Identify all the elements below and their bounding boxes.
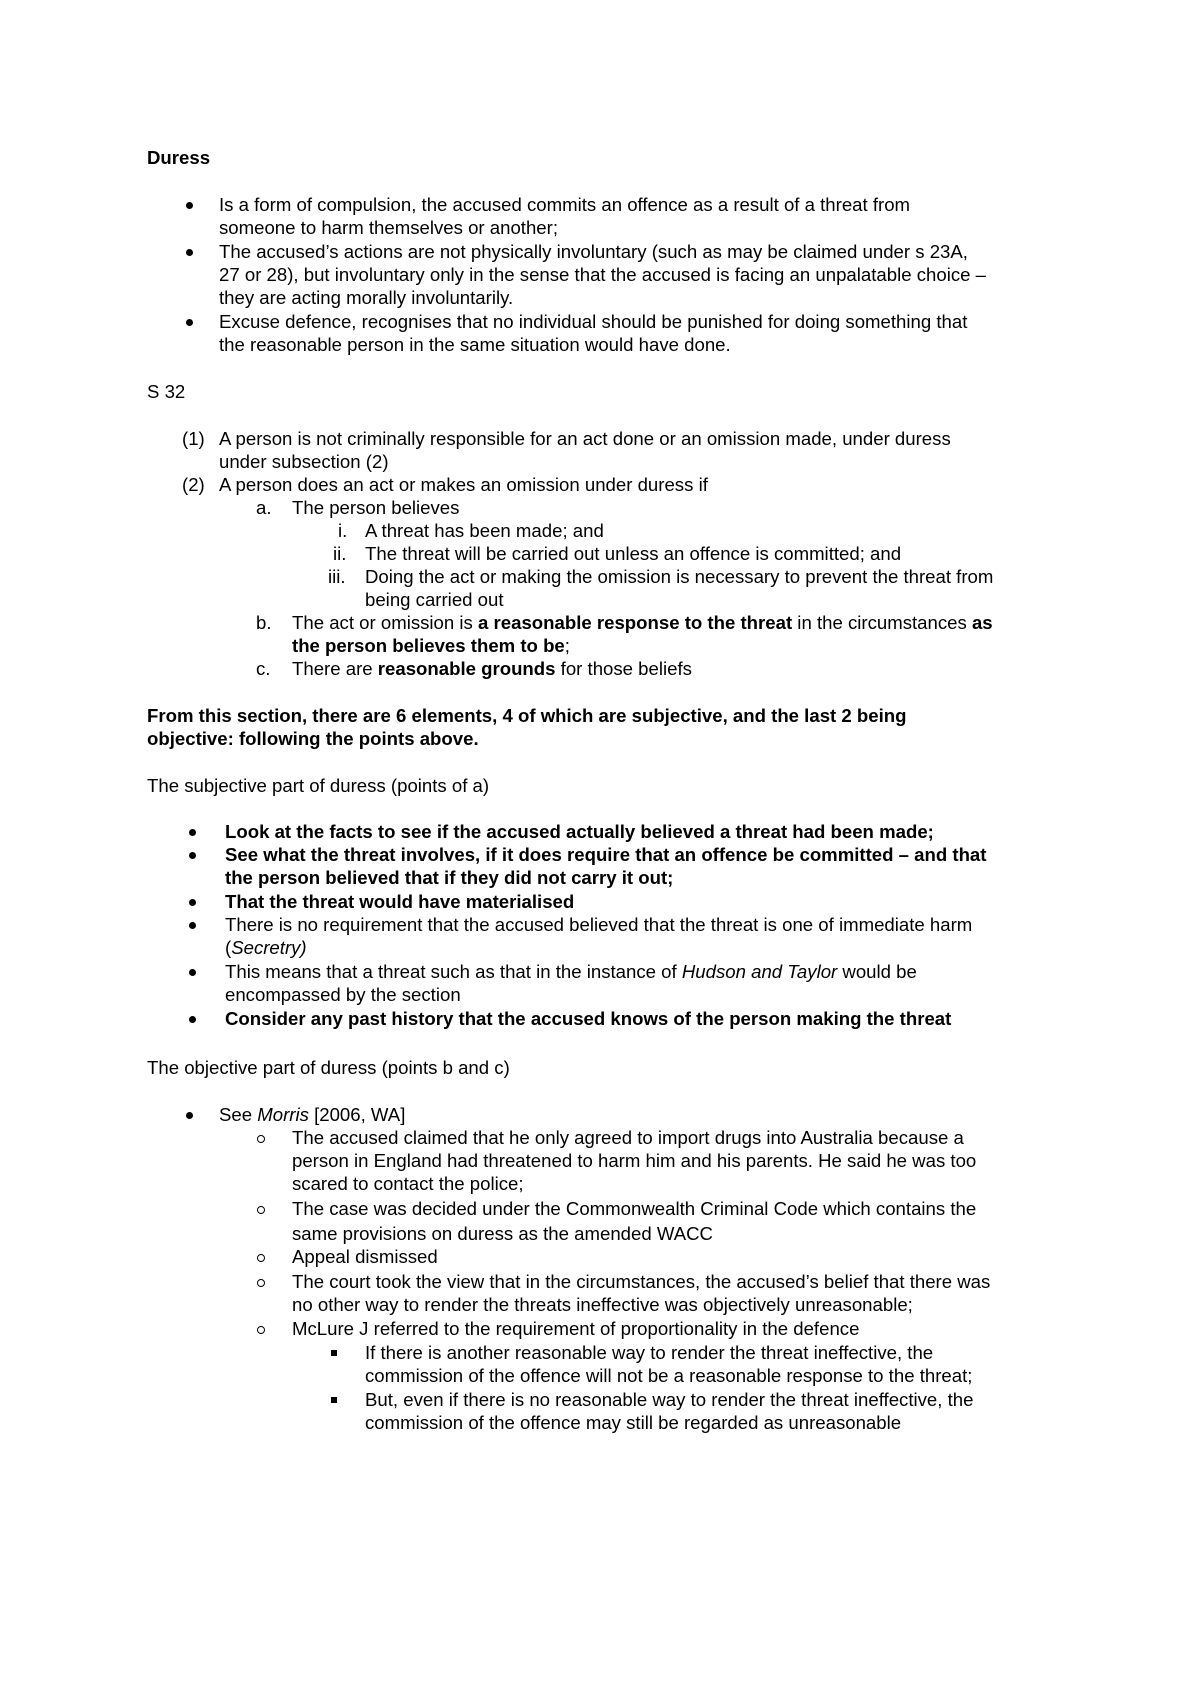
para-c-number: c.	[256, 658, 271, 679]
morris-point-2-line-1: The case was decided under the Commonwealth Criminal Code which contains the	[292, 1198, 977, 1219]
square-bullet-icon	[331, 1350, 337, 1356]
hollow-bullet-icon	[257, 1135, 265, 1143]
subpara-iii-number: iii.	[328, 566, 346, 587]
subjective-point-6: Consider any past history that the accused knows of the person making the threat	[225, 1008, 952, 1029]
proportionality-point-2-line-2: commission of the offence may still be regarded as unreasonable	[365, 1412, 902, 1433]
bullet-icon	[189, 969, 196, 976]
para-a-number: a.	[256, 497, 272, 518]
proportionality-point-1-line-1: If there is another reasonable way to render the threat ineffective, the	[365, 1342, 934, 1363]
morris-point-1-line-3: scared to contact the police;	[292, 1173, 524, 1194]
subjective-point-5-line-1: This means that a threat such as that in the instance of Hudson and Taylor would be	[225, 961, 917, 982]
bullet-icon	[186, 202, 193, 209]
morris-point-1-line-1: The accused claimed that he only agreed to import drugs into Australia because a	[292, 1127, 964, 1148]
document-heading: Duress	[147, 147, 211, 168]
subjective-point-2-line-1: See what the threat involves, if it does require that an offence be committed – and that	[225, 844, 987, 865]
bullet-icon	[189, 852, 196, 859]
subjective-heading: The subjective part of duress (points of a)	[147, 775, 490, 796]
subsection-1-line-2: under subsection (2)	[219, 451, 389, 472]
para-c-text: There are reasonable grounds for those beliefs	[292, 658, 692, 679]
bullet-icon	[189, 899, 196, 906]
subsection-1-number: (1)	[182, 428, 205, 449]
subpara-iii-line-1: Doing the act or making the omission is necessary to prevent the threat from	[365, 566, 994, 587]
para-b-line-1: The act or omission is a reasonable response to the threat in the circumstances as	[292, 612, 993, 633]
subjective-point-5-line-2: encompassed by the section	[225, 984, 461, 1005]
hollow-bullet-icon	[257, 1326, 265, 1334]
para-b-line-2: the person believes them to be;	[292, 635, 570, 656]
bullet-icon	[189, 829, 196, 836]
proportionality-point-2-line-1: But, even if there is no reasonable way to render the threat ineffective, the	[365, 1389, 974, 1410]
subpara-i-number: i.	[338, 520, 348, 541]
morris-point-2-line-2: same provisions on duress as the amended WACC	[292, 1223, 713, 1244]
subjective-point-2-line-2: the person believed that if they did not carry it out;	[225, 867, 674, 888]
subjective-point-4-line-2: (Secretry)	[225, 937, 307, 958]
intro-bullet-1-line-2: someone to harm themselves or another;	[219, 217, 558, 238]
subjective-point-3: That the threat would have materialised	[225, 891, 575, 912]
hollow-bullet-icon	[257, 1206, 265, 1214]
subpara-i-text: A threat has been made; and	[365, 520, 604, 541]
intro-bullet-3-line-2: the reasonable person in the same situation would have done.	[219, 334, 731, 355]
subpara-iii-line-2: being carried out	[365, 589, 504, 610]
morris-point-4-line-1: The court took the view that in the circumstances, the accused’s belief that there was	[292, 1271, 991, 1292]
intro-bullet-3-line-1: Excuse defence, recognises that no individual should be punished for doing something that	[219, 311, 968, 332]
morris-point-4-line-2: no other way to render the threats ineffective was objectively unreasonable;	[292, 1294, 913, 1315]
square-bullet-icon	[331, 1397, 337, 1403]
subsection-1-line-1: A person is not criminally responsible for an act done or an omission made, under duress	[219, 428, 951, 449]
morris-point-5: McLure J referred to the requirement of proportionality in the defence	[292, 1318, 860, 1339]
intro-bullet-1-line-1: Is a form of compulsion, the accused commits an offence as a result of a threat from	[219, 194, 911, 215]
para-a-text: The person believes	[292, 497, 460, 518]
subjective-point-1: Look at the facts to see if the accused actually believed a threat had been made;	[225, 821, 934, 842]
morris-point-1-line-2: person in England had threatened to harm him and his parents. He said he was too	[292, 1150, 977, 1171]
intro-bullet-2-line-2: 27 or 28), but involuntary only in the sense that the accused is facing an unpalatable choice –	[219, 264, 986, 285]
bullet-icon	[189, 922, 196, 929]
morris-point-3: Appeal dismissed	[292, 1246, 438, 1267]
subjective-point-4-line-1: There is no requirement that the accused believed that the threat is one of immediate harm	[225, 914, 973, 935]
bullet-icon	[189, 1016, 196, 1023]
bullet-icon	[186, 1112, 193, 1119]
para-b-number: b.	[256, 612, 272, 633]
proportionality-point-1-line-2: commission of the offence will not be a reasonable response to the threat;	[365, 1365, 973, 1386]
bullet-icon	[186, 249, 193, 256]
subsection-2-text: A person does an act or makes an omission under duress if	[219, 474, 708, 495]
bullet-icon	[186, 319, 193, 326]
summary-line-2: objective: following the points above.	[147, 728, 479, 749]
intro-bullet-2-line-3: they are acting morally involuntarily.	[219, 287, 514, 308]
intro-bullet-2-line-1: The accused’s actions are not physically involuntary (such as may be claimed under s 23A,	[219, 241, 968, 262]
hollow-bullet-icon	[257, 1279, 265, 1287]
objective-see-morris: See Morris [2006, WA]	[219, 1104, 406, 1125]
summary-line-1: From this section, there are 6 elements, 4 of which are subjective, and the last 2 being	[147, 705, 907, 726]
hollow-bullet-icon	[257, 1254, 265, 1262]
section-label: S 32	[147, 381, 186, 402]
objective-heading: The objective part of duress (points b and c)	[147, 1057, 510, 1078]
subpara-ii-number: ii.	[333, 543, 347, 564]
subpara-ii-text: The threat will be carried out unless an offence is committed; and	[365, 543, 902, 564]
subsection-2-number: (2)	[182, 474, 205, 495]
